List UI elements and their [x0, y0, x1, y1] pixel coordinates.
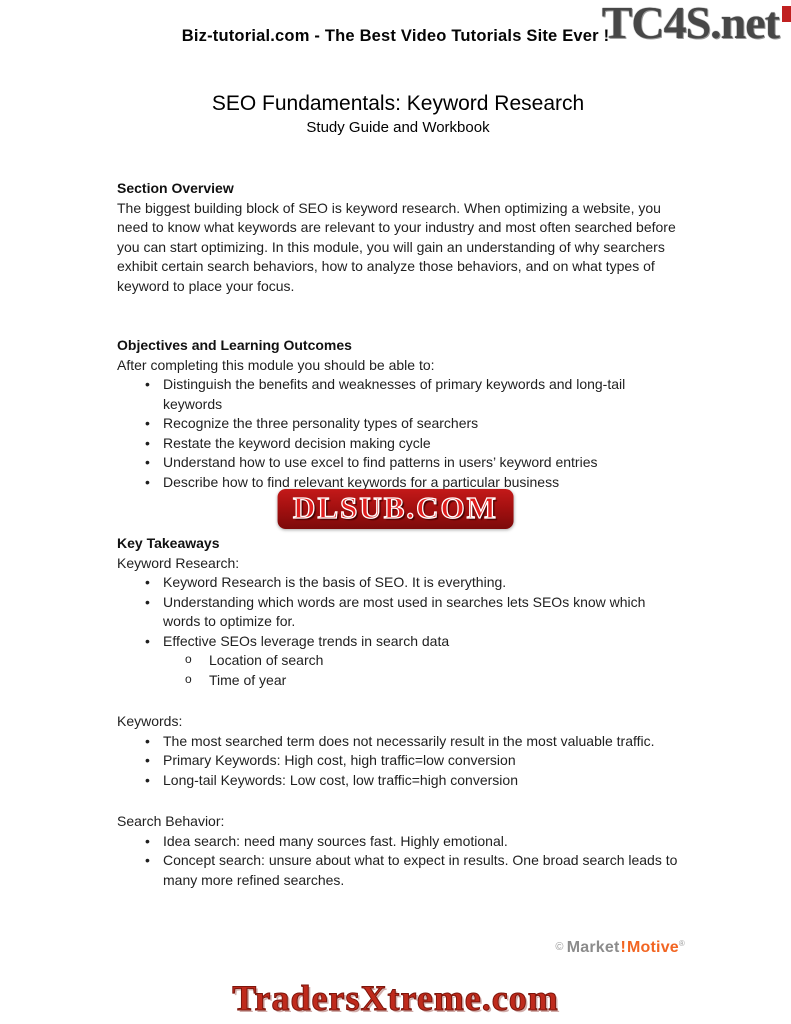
bottom-stamp-watermark: TradersXtreme.com	[232, 978, 559, 1018]
list-item: • Long-tail Keywords: Low cost, low traffic=high conversion	[117, 771, 679, 791]
list-item: • Describe how to find relevant keywords for a particular business	[117, 473, 679, 493]
list-item: • Distinguish the benefits and weaknesses of primary keywords and long-tail keywords	[117, 375, 679, 414]
copyright-icon: ©	[555, 941, 564, 953]
page-subtitle: Study Guide and Workbook	[306, 119, 490, 136]
list-item: • Idea search: need many sources fast. Highly emotional.	[117, 832, 679, 852]
list-item: • Effective SEOs leverage trends in search data	[117, 632, 679, 652]
top-banner-watermark: Biz-tutorial.com - The Best Video Tutorials Site Ever !	[181, 27, 610, 45]
keyword-research-label: Keyword Research:	[117, 554, 240, 571]
logo-motive-text: Motive	[627, 939, 679, 956]
sub-list-item: o Time of year	[117, 671, 679, 691]
logo-market-text: Market	[566, 939, 620, 956]
search-behavior-list	[117, 832, 679, 891]
page-title: SEO Fundamentals: Keyword Research	[211, 92, 585, 115]
middle-stamp-text: DLSUB.COM	[293, 490, 498, 525]
middle-stamp-watermark	[277, 489, 514, 529]
list-item: • Understand how to use excel to find patterns in users’ keyword entries	[117, 453, 679, 473]
marketmotive-logo	[555, 939, 685, 957]
list-item: • Concept search: unsure about what to expect in results. One broad search leads to many more refined searches.	[117, 851, 679, 890]
list-item: • The most searched term does not necessarily result in the most valuable traffic.	[117, 732, 679, 752]
top-right-watermark: TC4S.net	[601, 0, 779, 48]
objectives-list	[117, 375, 679, 492]
document-content	[117, 0, 679, 890]
corner-mark	[782, 6, 791, 22]
list-item: • Understanding which words are most used in searches lets SEOs know which words to optimize for.	[117, 593, 679, 632]
keyword-research-list	[117, 573, 679, 690]
key-takeaways-heading: Key Takeaways	[117, 535, 220, 551]
objectives-heading: Objectives and Learning Outcomes	[117, 337, 352, 353]
search-behavior-label: Search Behavior:	[117, 813, 225, 829]
keywords-label: Keywords:	[117, 713, 183, 729]
keywords-list	[117, 732, 679, 791]
list-item: • Keyword Research is the basis of SEO. It is everything.	[117, 573, 679, 593]
list-item: • Primary Keywords: High cost, high traffic=low conversion	[117, 751, 679, 771]
list-item: • Restate the keyword decision making cycle	[117, 434, 679, 454]
sub-list-item: o Location of search	[117, 651, 679, 671]
list-item: • Recognize the three personality types of searchers	[117, 414, 679, 434]
objectives-intro: After completing this module you should be able to:	[117, 356, 435, 373]
registered-mark-icon: ®	[678, 939, 685, 948]
section-overview-heading: Section Overview	[117, 180, 234, 196]
logo-bang-icon: !	[620, 939, 627, 956]
section-overview-body: The biggest building block of SEO is keyword research. When optimizing a website, you need to know what keywords are relevant to your industry and most often searched before you can start optimizing. In this module, you will gain an understanding of why searchers exhibit certain search behaviors, how to analyze those behaviors, and on what types of keyword to place your focus.	[117, 199, 676, 294]
